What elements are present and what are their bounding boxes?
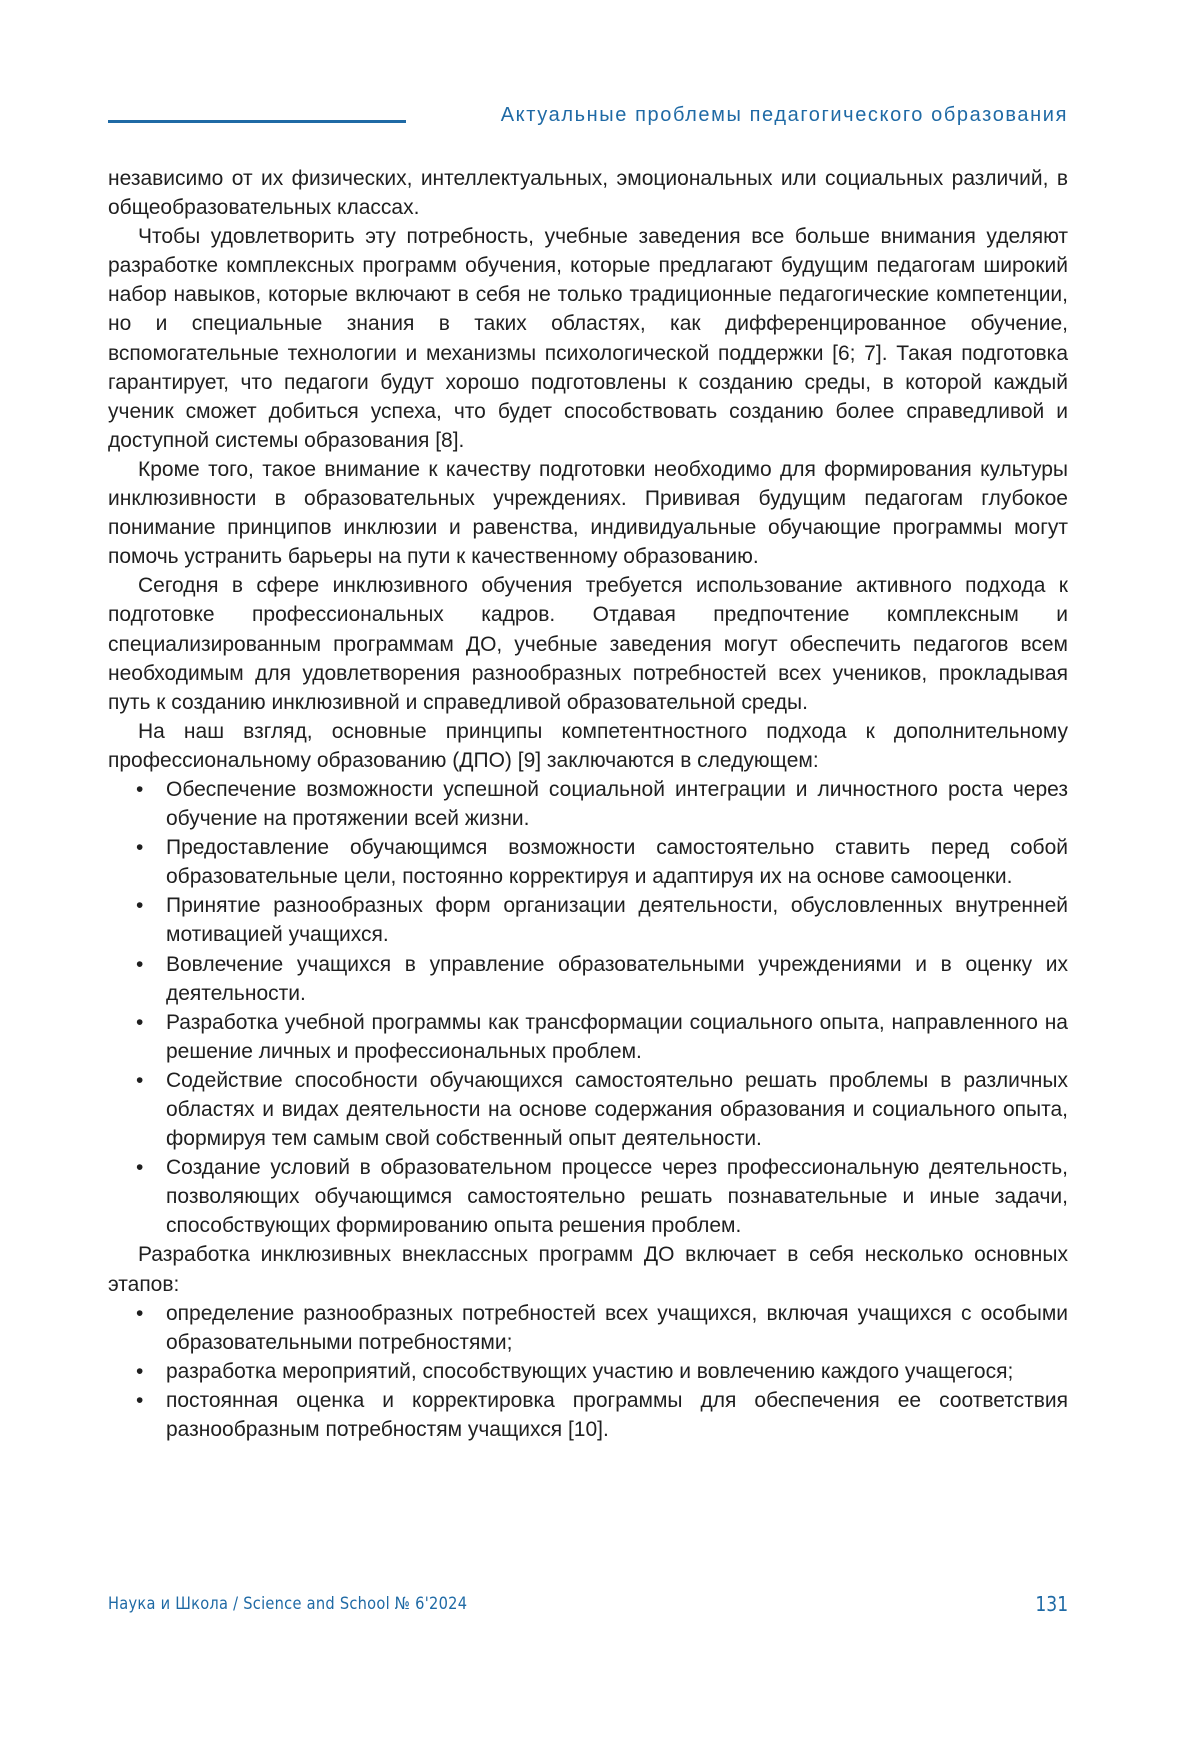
bullet-icon: •	[136, 1301, 144, 1325]
list-item-text: Обеспечение возможности успешной социальной интеграции и личностного роста через обучение на протяжении всей жизни.	[166, 777, 1068, 831]
paragraph: На наш взгляд, основные принципы компетентностного подхода к дополнительному профессиональному образованию (ДПО) [9] заключаются в следующем:	[108, 719, 1068, 772]
running-header	[108, 104, 1068, 132]
list-item-text: Создание условий в образовательном процессе через профессиональную деятельность, позволяющих обучающимся самостоятельно решать познавательные и иные задачи, способствующих формированию опыта решения проблем.	[166, 1156, 1068, 1238]
bullet-icon: •	[136, 894, 144, 918]
paragraph: Сегодня в сфере инклюзивного обучения требуется использование активного подхода к подготовке профессиональных кадров. Отдавая предпочтение комплексным и специализированным программам ДО, учебные заведения могут обеспечить педагогов всем необходимым для удовлетворения разнообразных потребностей всех учеников, прокладывая путь к созданию инклюзивной и справедливой образовательной среды.	[108, 574, 1068, 714]
list-item-text: Вовлечение учащихся в управление образовательными учреждениями и в оценку их деятельности.	[166, 952, 1068, 1005]
list-item-text: определение разнообразных потребностей всех учащихся, включая учащихся с особыми образовательными потребностями;	[166, 1301, 1068, 1354]
header-rule	[108, 120, 406, 123]
bullet-icon: •	[136, 952, 144, 976]
paragraph: Разработка инклюзивных внеклассных программ ДО включает в себя несколько основных этапов:	[108, 1243, 1068, 1296]
page-footer	[108, 1592, 1068, 1622]
list-item	[108, 1386, 1068, 1444]
bullet-icon: •	[136, 777, 144, 801]
list-item-text: постоянная оценка и корректировка программы для обеспечения ее соответствия разнообразным потребностям учащихся [10].	[166, 1388, 1068, 1442]
bullet-icon: •	[136, 1068, 144, 1092]
list-item-text: Разработка учебной программы как трансформации социального опыта, направленного на решение личных и профессиональных проблем.	[166, 1010, 1068, 1063]
article-body	[108, 164, 1068, 1444]
paragraph: Кроме того, такое внимание к качеству подготовки необходимо для формирования культуры инклюзивности в образовательных учреждениях. Прививая будущим педагогам глубокое понимание принципов инклюзии и равенства, индивидуальные обучающие программы могут помочь устранить барьеры на пути к качественному образованию.	[108, 457, 1068, 569]
bullet-icon: •	[136, 1010, 144, 1034]
list-item-text: Принятие разнообразных форм организации деятельности, обусловленных внутренней мотивацией учащихся.	[166, 894, 1068, 947]
list-item	[108, 950, 1068, 1008]
journal-citation: Наука и Школа / Science and School № 6'2024	[108, 1594, 468, 1614]
bullet-icon: •	[136, 836, 144, 860]
principles-list	[108, 775, 1068, 1241]
list-item	[108, 1066, 1068, 1153]
list-item-text: Предоставление обучающимся возможности самостоятельно ставить перед собой образовательные цели, постоянно корректируя и адаптируя их на основе самооценки.	[166, 836, 1068, 889]
list-item	[108, 833, 1068, 891]
list-item	[108, 1299, 1068, 1357]
running-title: Актуальные проблемы педагогического образования	[500, 104, 1068, 126]
list-item	[108, 891, 1068, 949]
list-item	[108, 775, 1068, 833]
paragraph: независимо от их физических, интеллектуальных, эмоциональных или социальных различий, в общеобразовательных классах.	[108, 167, 1068, 220]
list-item	[108, 1153, 1068, 1240]
bullet-icon: •	[136, 1156, 144, 1180]
list-item-text: разработка мероприятий, способствующих участию и вовлечению каждого учащегося;	[166, 1359, 1014, 1383]
list-item-text: Содействие способности обучающихся самостоятельно решать проблемы в различных областях и видах деятельности на основе содержания образования и социального опыта, формируя тем самым свой собственный опыт деятельности.	[166, 1068, 1068, 1151]
bullet-icon: •	[136, 1359, 144, 1383]
paragraph: Чтобы удовлетворить эту потребность, учебные заведения все больше внимания уделяют разработке комплексных программ обучения, которые предлагают будущим педагогам широкий набор навыков, которые включают в себя не только традиционные педагогические компетенции, но и специальные знания в таких областях, как дифференцированное обучение, вспомогательные технологии и механизмы психологической поддержки [6; 7]. Такая подготовка гарантирует, что педагоги будут хорошо подготовлены к созданию среды, в которой каждый ученик сможет добиться успеха, что будет способствовать созданию более справедливой и доступной системы образования [8].	[108, 225, 1068, 452]
bullet-icon: •	[136, 1388, 144, 1412]
list-item	[108, 1357, 1068, 1386]
stages-list	[108, 1299, 1068, 1444]
list-item	[108, 1008, 1068, 1066]
page-number: 131	[1035, 1592, 1068, 1616]
